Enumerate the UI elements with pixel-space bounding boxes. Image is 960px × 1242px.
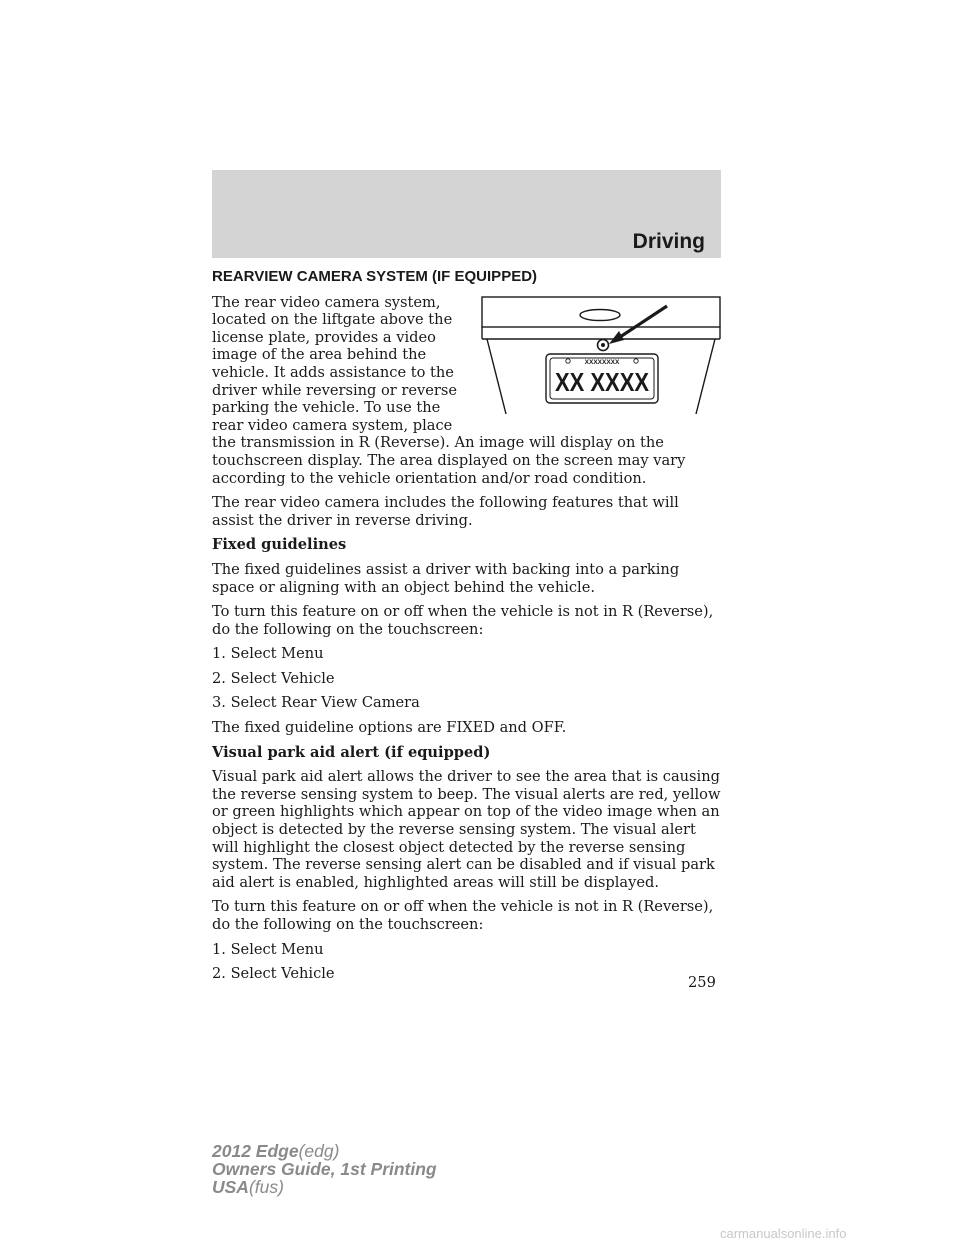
arrow-head-icon [609, 331, 624, 344]
intro-paragraph: The rear video camera system, located on the liftgate above the license plate, provides a video image of the area behind the vehicle. It adds assistance to the driver while reversing or reverse parking the vehicle. To use the rear video camera system, place the transmission in R (Reverse). An image will display on the touchscreen display. The area displayed on the screen may vary according to the vehicle orientation and/or road condition. [212, 293, 686, 487]
footer-market: USA [212, 1177, 249, 1197]
site-watermark: carmanualsonline.info [720, 1226, 847, 1241]
fixed-guidelines-desc: The fixed guidelines assist a driver with backing into a parking space or aligning with an object behind the vehicle. [212, 560, 680, 596]
fixed-guidelines-instructions: To turn this feature on or off when the vehicle is not in R (Reverse), do the following on the touchscreen: [212, 603, 714, 638]
plate-small-text: XXXXXXXX [584, 358, 620, 366]
fixed-options: The fixed guideline options are FIXED and OFF. [212, 719, 567, 737]
visual-park-aid-instructions: To turn this feature on or off when the vehicle is not in R (Reverse), do the following on the touchscreen: [212, 898, 714, 933]
plate-big-text: XX XXXX [555, 366, 650, 397]
liftgate-handle [580, 309, 620, 320]
features-paragraph: The rear video camera includes the following features that will assist the driver in reverse driving. [212, 494, 679, 529]
section-title: Driving [632, 230, 705, 253]
fixed-step: 3. Select Rear View Camera [212, 694, 420, 712]
print-footer [212, 1142, 437, 1196]
fixed-step: 2. Select Vehicle [212, 669, 335, 687]
visual-step: 2. Select Vehicle [212, 965, 335, 983]
visual-step: 1. Select Menu [212, 940, 324, 958]
liftgate-left-edge [487, 339, 506, 414]
footer-guide: Owners Guide, 1st Printing [212, 1159, 437, 1179]
page-number: 259 [688, 974, 716, 991]
section-header-band [212, 170, 721, 258]
footer-market-code: (fus) [248, 1177, 284, 1197]
liftgate-right-edge [696, 339, 715, 414]
visual-park-aid-desc: Visual park aid alert allows the driver to see the area that is causing the reverse sensing system to beep. The visual alerts are red, yellow or green highlights which appear on top of the video image when an object is detected by the reverse sensing system. The visual alert will highlight the closest object detected by the reverse sensing system. The reverse sensing alert can be disabled and if visual park aid alert is enabled, highlighted areas will still be displayed. [212, 768, 721, 891]
footer-model-code: (edg) [298, 1141, 340, 1161]
footer-model: 2012 Edge [212, 1141, 299, 1161]
fixed-step: 1. Select Menu [212, 645, 324, 663]
liftgate-svg [481, 296, 721, 419]
liftgate-camera-illustration [481, 296, 721, 419]
visual-park-aid-heading: Visual park aid alert (if equipped) [212, 743, 491, 761]
intro-block [212, 294, 721, 488]
fixed-guidelines-heading: Fixed guidelines [212, 536, 347, 554]
page-content [212, 268, 721, 990]
page-heading: REARVIEW CAMERA SYSTEM (IF EQUIPPED) [212, 268, 538, 285]
